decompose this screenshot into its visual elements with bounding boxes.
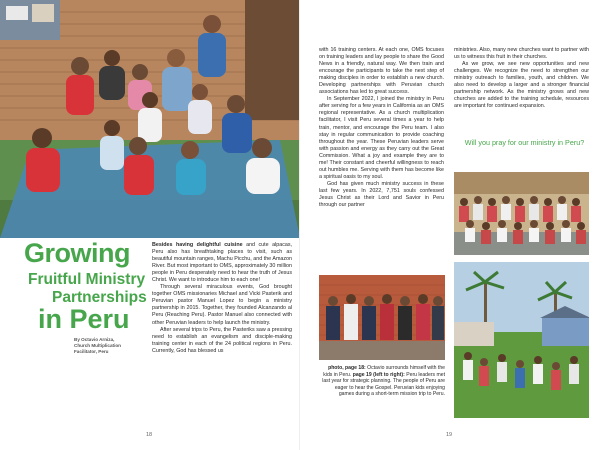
- pull-quote: Will you pray for our ministry in Peru?: [464, 138, 585, 147]
- caption-text: Octavio surrounds himself with the kids in Peru.: [323, 365, 445, 378]
- article-paragraph: with 16 training centers. At each one, OMS focuses on training leaders and lay people to share the Good News in a friendly, natural way. We then train and encourage the participants to take the next step of making disciples in order to establish a new church. Developing partnerships with Peruvian church associations has led to great success.: [319, 47, 444, 96]
- caption-lead-2: page 19 (left to right):: [352, 371, 405, 378]
- paragraph-text: and cute alpacas, Peru also has breathtaking places to visit, such as beautiful mountain ranges, Machu Picchu, and the Amazon River. But most important to OMS, approximately 30 million people in Peru desperately need to hear the truth of Jesus Christ. We want to introduce him to each one!: [152, 242, 292, 284]
- byline-author: By Octavio Arniza,: [74, 337, 115, 342]
- headline-line-fruitful-ministry: Fruitful Ministry: [28, 271, 146, 288]
- article-headline: [0, 240, 146, 415]
- leaders-meeting-photo: [319, 275, 445, 360]
- page-number: 18: [146, 432, 153, 438]
- photo-caption: [319, 365, 445, 398]
- article-paragraph: [152, 242, 292, 284]
- byline-role-2: Facilitator, Peru: [74, 349, 109, 354]
- headline-line-growing: Growing: [24, 238, 130, 268]
- caption-text-2: Peru leaders met last year for strategic planning. The people of Peru are eager to hear the Gospel. Peruvian kids enjoying games during a short-term mission trip to Peru.: [322, 371, 445, 398]
- page-number: 19: [446, 432, 453, 438]
- lead-in-text: Besides having delightful cuisine: [152, 242, 243, 248]
- article-paragraph: God has given much ministry success in these last few years. In 2022, 7,751 souls confessed Jesus Christ as their Lord and Savior in Peru through our partner: [319, 180, 444, 209]
- article-paragraph: ministries. Also, many new churches want to partner with us to witness this fruit in their churches.: [454, 47, 589, 61]
- article-column-3: [454, 47, 589, 110]
- article-paragraph: In September 2022, I joined the ministry in Peru after serving for a few years in California as an OMS regional representative. As a church multiplication facilitator, I visit Peru several times a year to help train, mentor, and encourage the Peru team. I also stay in regular communication to provide coaching throughout the year. These Peruvian leaders serve with passion and energy as they carry out the Great Commission. What a joy and example they are to me! Their constant and cheerful willingness to reach out humbles me. Serving with them has become like a spiritual oasis to my soul.: [319, 96, 444, 180]
- caption-lead: photo, page 18:: [328, 365, 366, 371]
- byline-role: Church Multiplication: [74, 343, 121, 348]
- headline-line-partnerships: Partnerships: [52, 289, 147, 306]
- kids-games-photo: [454, 262, 589, 418]
- congregation-photo: [454, 172, 589, 255]
- article-column-1: [152, 242, 292, 355]
- article-paragraph: As we grow, we see new opportunities and new challenges. We recognize the need to strengthen our ministry outreach to families, youth, and children. We also need to develop a larger and a stronger financial partnership network. As the ministry grows and new churches are added to the training schedule, resources are important for continued expansion.: [454, 61, 589, 110]
- byline: [74, 337, 142, 355]
- article-paragraph: Through several miraculous events, God brought together OMS missionaries Michael and Vicki Pasterik and Peruvian pastor Manuel Lopez to begin a ministry partnership in 2015. Together, they founded Alcanzando al Peru (Reaching Peru). Pastor Manuel also connected with other Peruvian leaders to help launch the ministry.: [152, 284, 292, 326]
- hero-photo: [0, 0, 300, 238]
- article-column-2: [319, 47, 444, 209]
- headline-line-in-peru: in Peru: [38, 304, 130, 334]
- article-paragraph: After several trips to Peru, the Pasteriks saw a pressing need to establish an evangelism and disciple-making training center in each of the 24 political regions in Peru. Currently, God has blessed us: [152, 326, 292, 354]
